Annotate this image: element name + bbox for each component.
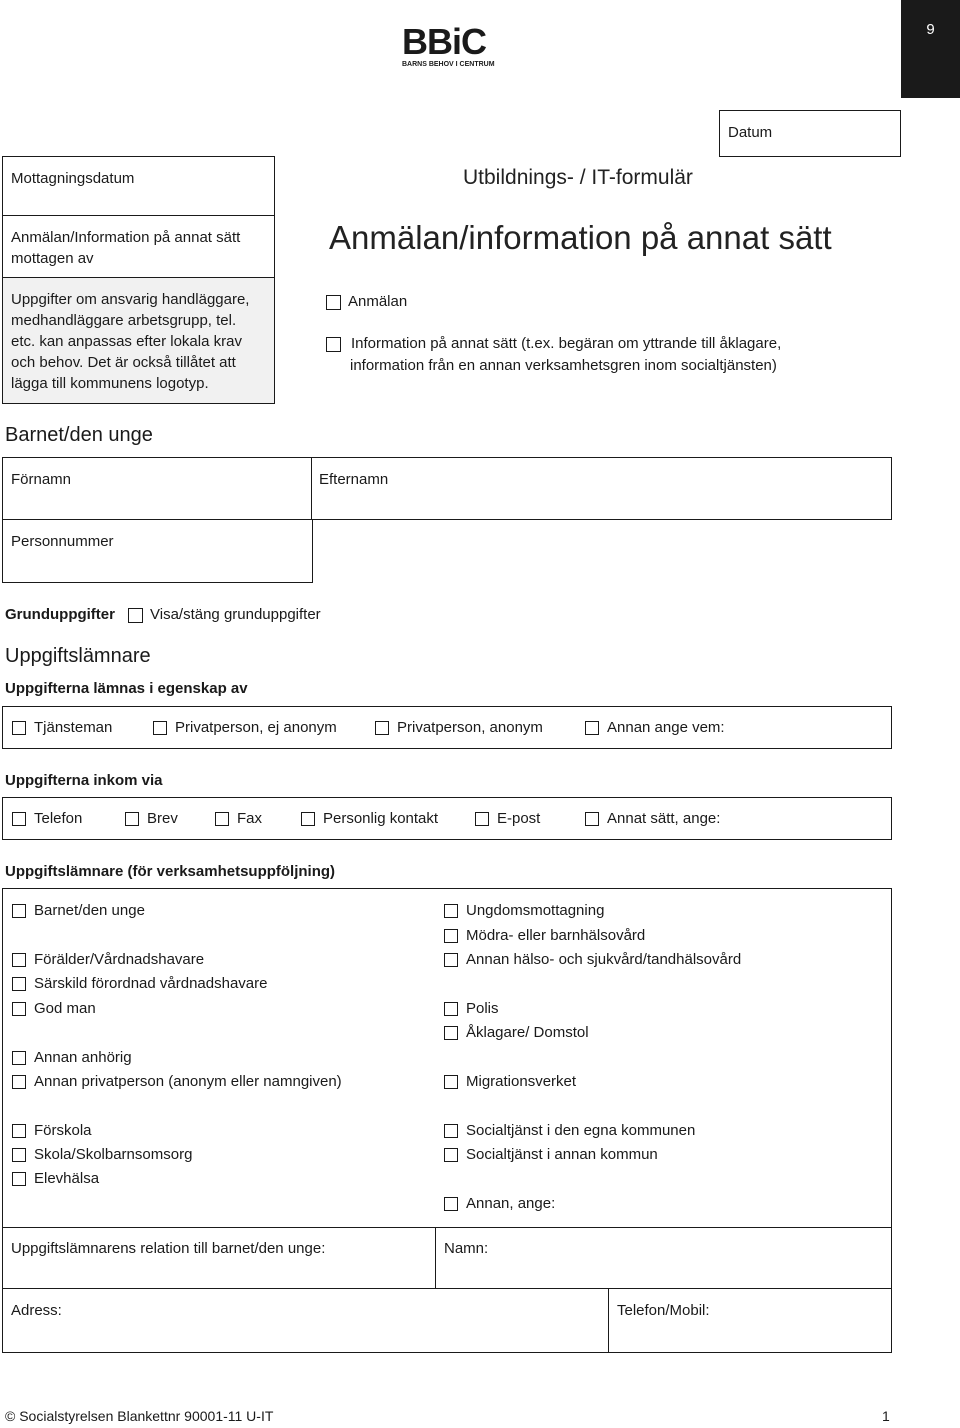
- checkbox[interactable]: [12, 1124, 26, 1138]
- checkbox[interactable]: [12, 812, 26, 826]
- checkbox[interactable]: [444, 1148, 458, 1162]
- option-label: God man: [34, 1000, 96, 1017]
- received-date-label: Mottagningsdatum: [11, 170, 135, 187]
- option-label: Åklagare/ Domstol: [466, 1024, 589, 1041]
- fornamn-label: Förnamn: [11, 471, 72, 488]
- note-line: Uppgifter om ansvarig handläggare,: [11, 291, 250, 308]
- option-label: Särskild förordnad vårdnadshavare: [34, 975, 268, 992]
- section-heading-child: Barnet/den unge: [5, 424, 153, 446]
- page-number-tab: [901, 0, 960, 98]
- checkbox[interactable]: [12, 1075, 26, 1089]
- form-title: Anmälan/information på annat sätt: [329, 219, 832, 256]
- option-label: Annan, ange:: [466, 1195, 556, 1212]
- personnummer-label: Personnummer: [11, 533, 114, 550]
- footer-page: 1: [882, 1408, 890, 1424]
- checkbox[interactable]: [12, 1148, 26, 1162]
- checkbox[interactable]: [12, 721, 26, 735]
- received-by-field[interactable]: [2, 215, 275, 278]
- option-label: Telefon: [34, 810, 83, 827]
- note-line: lägga till kommunens logotyp.: [11, 375, 209, 392]
- adress-label: Adress:: [11, 1302, 62, 1319]
- checkbox[interactable]: [444, 1026, 458, 1040]
- option-label: Socialtjänst i annan kommun: [466, 1146, 658, 1163]
- checkbox[interactable]: [585, 721, 599, 735]
- option-label: Migrationsverket: [466, 1073, 577, 1090]
- received-date-field[interactable]: [2, 156, 275, 216]
- bbic-logo: [402, 21, 506, 70]
- checkbox[interactable]: [585, 812, 599, 826]
- checkbox[interactable]: [12, 1172, 26, 1186]
- telefon-label: Telefon/Mobil:: [617, 1302, 710, 1319]
- telefon-field[interactable]: [608, 1288, 892, 1353]
- checkbox[interactable]: [444, 953, 458, 967]
- option-label: Annan hälso- och sjukvård/tandhälsovård: [466, 951, 742, 968]
- option-label: Tjänsteman: [34, 719, 113, 736]
- adress-field[interactable]: [2, 1288, 609, 1353]
- note-line: och behov. Det är också tillåtet att: [11, 354, 236, 371]
- followup-label: Uppgiftslämnare (för verksamhetsuppföljning): [5, 863, 336, 880]
- option-label: Barnet/den unge: [34, 902, 145, 919]
- fornamn-field[interactable]: [2, 457, 313, 520]
- checkbox[interactable]: [12, 1002, 26, 1016]
- checkbox[interactable]: [301, 812, 315, 826]
- option-label: E-post: [497, 810, 541, 827]
- info-label-line2: information från en annan verksamhetsgren inom socialtjänsten): [350, 357, 777, 374]
- via-box: [2, 797, 892, 840]
- option-label: Privatperson, anonym: [397, 719, 543, 736]
- namn-label: Namn:: [444, 1240, 489, 1257]
- efternamn-field[interactable]: [311, 457, 892, 520]
- grunduppgifter-label: Grunduppgifter: [5, 606, 115, 623]
- option-label: Polis: [466, 1000, 499, 1017]
- option-label: Brev: [147, 810, 178, 827]
- option-label: Privatperson, ej anonym: [175, 719, 337, 736]
- relation-label: Uppgiftslämnarens relation till barnet/den unge:: [11, 1240, 326, 1257]
- option-label: Annan anhörig: [34, 1049, 132, 1066]
- checkbox[interactable]: [444, 1002, 458, 1016]
- note-line: medhandläggare arbetsgrupp, tel.: [11, 312, 237, 329]
- relation-field[interactable]: [2, 1227, 436, 1289]
- capacity-box: [2, 706, 892, 749]
- option-label: Elevhälsa: [34, 1170, 100, 1187]
- efternamn-label: Efternamn: [319, 471, 389, 488]
- option-label: Ungdomsmottagning: [466, 902, 605, 919]
- namn-field[interactable]: [435, 1227, 892, 1289]
- anmalan-label: Anmälan: [348, 293, 408, 310]
- received-by-line2: mottagen av: [11, 250, 94, 267]
- checkbox[interactable]: [475, 812, 489, 826]
- datum-label: Datum: [728, 124, 773, 141]
- footer-copyright: © Socialstyrelsen Blankettnr 90001-11 U-IT: [5, 1408, 274, 1424]
- option-label: Socialtjänst i den egna kommunen: [466, 1122, 696, 1139]
- option-label: Förskola: [34, 1122, 92, 1139]
- logo-text: BBiC: [402, 21, 486, 62]
- checkbox[interactable]: [12, 904, 26, 918]
- logo-tagline: BARNS BEHOV I CENTRUM: [402, 61, 495, 68]
- checkbox[interactable]: [444, 904, 458, 918]
- form-subtitle: Utbildnings- / IT-formulär: [463, 166, 693, 189]
- checkbox[interactable]: [153, 721, 167, 735]
- option-label: Annat sätt, ange:: [607, 810, 721, 827]
- checkbox[interactable]: [444, 1197, 458, 1211]
- note-line: etc. kan anpassas efter lokala krav: [11, 333, 242, 350]
- checkbox[interactable]: [444, 1124, 458, 1138]
- page-number: 9: [926, 21, 935, 38]
- via-label: Uppgifterna inkom via: [5, 772, 163, 789]
- checkbox[interactable]: [125, 812, 139, 826]
- capacity-label: Uppgifterna lämnas i egenskap av: [5, 680, 248, 697]
- info-label-line1: Information på annat sätt (t.ex. begäran om yttrande till åklagare,: [351, 335, 782, 352]
- checkbox[interactable]: [375, 721, 389, 735]
- checkbox[interactable]: [12, 977, 26, 991]
- checkbox[interactable]: [444, 1075, 458, 1089]
- option-label: Förälder/Vårdnadshavare: [34, 951, 205, 968]
- option-label: Skola/Skolbarnsomsorg: [34, 1146, 193, 1163]
- option-label: Personlig kontakt: [323, 810, 439, 827]
- handler-note-box: [2, 277, 275, 404]
- grunduppgifter-toggle-label: Visa/stäng grunduppgifter: [150, 606, 321, 623]
- checkbox[interactable]: [326, 295, 341, 310]
- checkbox[interactable]: [444, 929, 458, 943]
- received-by-line1: Anmälan/Information på annat sätt: [11, 229, 241, 246]
- checkbox[interactable]: [326, 337, 341, 352]
- option-label: Annan privatperson (anonym eller namngiven): [34, 1073, 342, 1090]
- followup-box: [2, 888, 892, 1228]
- personnummer-field[interactable]: [2, 519, 313, 583]
- checkbox[interactable]: [12, 1051, 26, 1065]
- datum-field[interactable]: [719, 110, 901, 157]
- section-heading-informant: Uppgiftslämnare: [5, 645, 151, 667]
- checkbox[interactable]: [128, 608, 143, 623]
- option-label: Annan ange vem:: [607, 719, 725, 736]
- option-label: Mödra- eller barnhälsovård: [466, 927, 646, 944]
- option-label: Fax: [237, 810, 263, 827]
- checkbox[interactable]: [12, 953, 26, 967]
- checkbox[interactable]: [215, 812, 229, 826]
